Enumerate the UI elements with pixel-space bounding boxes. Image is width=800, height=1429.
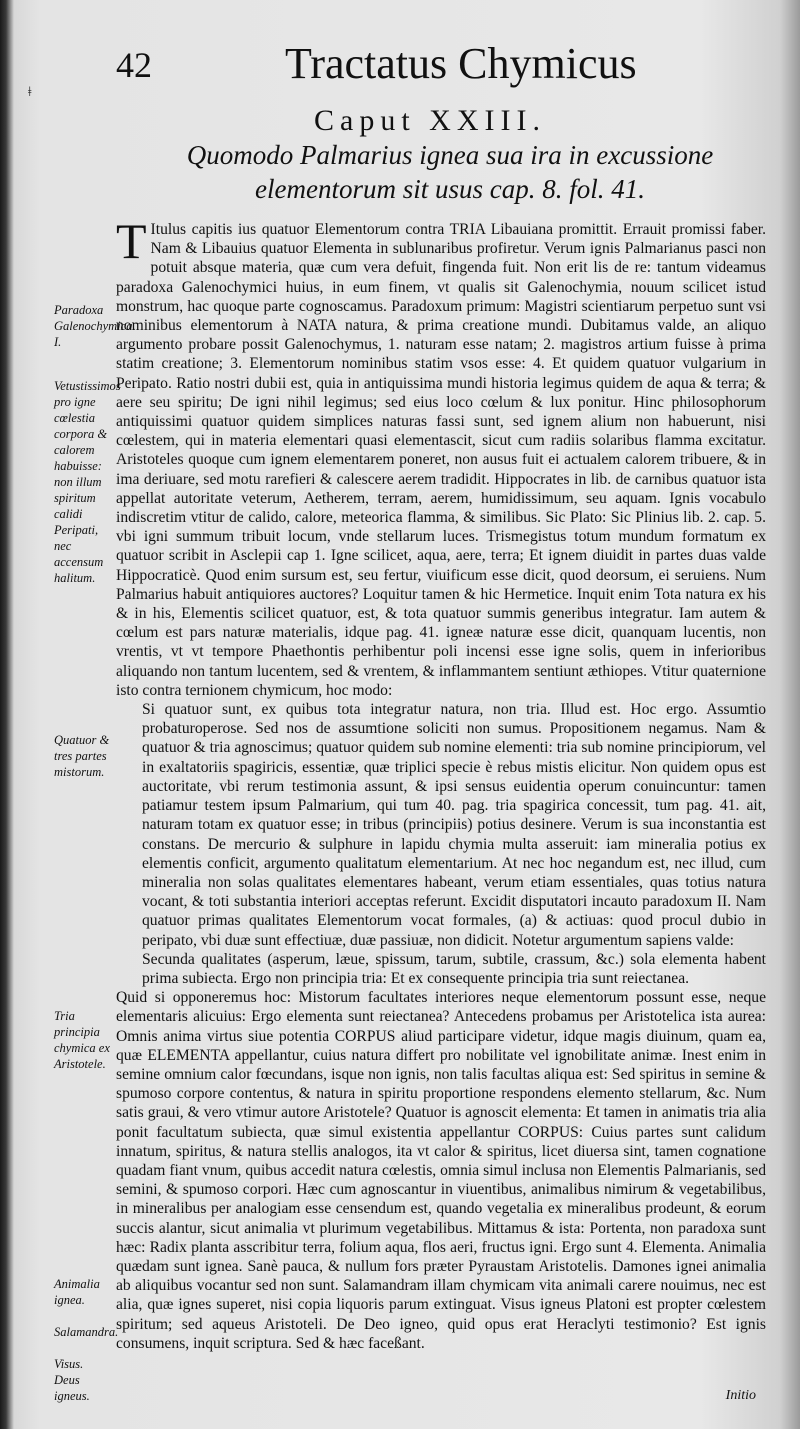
margin-note-deus: Deus igneus. [54,1373,90,1403]
paragraph-1 [116,213,766,700]
page-number: 42 [116,45,152,85]
paragraph-1-text: Itulus capitis ius quatuor Elementorum contra TRIA Libauiana promittit. Errauit promissi faber. Nam & Libauius quatuor Elementa in sublunaribus profiretur. Verum ignis Palmarianus pasci non potuit absque materia, quæ cum vera defuit, fingenda fuit. Non erit lis de re: tantum videamus paradoxa Galenochymici huius, in eum finem, vt qualis sit Galenochymia, nouum scilicet istud monstrum, hac quoque parte cognoscamus. Paradoxum primum: Magistri scientiarum perpetuo sunt vsi nominibus elementorum à NATA natura, & prima creatione mundi. Dubitamus valde, an aliquo argumento probare possit Galenochymus, 1. naturam esse natam; 2. magistros artium fuisse à prima statim creatione; 3. Elementorum nominibus statim vsos esse: 4. Et quidem quatuor vulgarium in Peripato. Ratio nostri dubii est, quia in antiquissima mundi historia legimus quidem de aqua & terra; & aere seu spiritu; De igni nihil legimus; sed eius loco cœlum & lux ponitur. Hinc philosophorum antiquissimi quatuor quidem simplices naturas fassi sunt, sed ignem alium non habuerunt, nisi cœlestem, qui in materia elementari quasi elementascit, sicut cum radiis solaribus flamma excitatur. Aristoteles quoque cum ignem elementarem poneret, non ausus fuit ei actualem calorem tribuere, & in ima deriuare, sed motu rarefieri & calescere aerem tradidit. Hippocrates in lib. de carnibus quatuor ista appellat autoritate veterum, Aetherem, terram, aerem, humidissimum, seu aquam. Ignis vocabulo indiscretim vtitur de calido, calore, meteorica flamma, & similibus. Sic Plato: Sic Plinius lib. 2. cap. 5. vbi igni summum tribuit locum, vnde stellarum luces. Trismegistus totum mundum formatum ex quatuor scribit in Asclepii cap 1. Igne scilicet, aqua, aere, terra; Et ignem diuidit in partes duas valde Hippocraticè. Quod enim sursum est, seu fertur, viuificum esse dicit, quod deorsum, ei seruiens. Num Palmarius habuit antiquiores auctores? Loquitur tamen & hic Hermetice. Inquit enim Tota natura ex his & in his, Elementis scilicet quatuor, est, & tota quatuor summis generibus integratur. Iam autem & cœlum est pars naturæ materialis, idque pag. 41. igneæ naturæ esse dicit, quanquam lucentis, non vrentis, vt vt tempore Phaethontis perhibentur poli incensi esse igne solis, quem in inferioribus aliquando non tantum lucentem, sed & vrentem, & inflammantem sentiunt æthiopes. Vtitur quaternione isto contra ternionem chymicum, hoc modo: [116,221,766,699]
margin-note-visus: Visus. [54,1357,84,1371]
margin-note-paradoxa: Paradoxa Galenochymica. I. [54,303,136,349]
paragraph-4: Quid si opponeremus hoc: Mistorum facultates interiores neque elementorum possunt esse, neque elementaris alicuius: Ergo elementa sunt reiectanea? Antecedens probamus per Aristotelica ista aurea: Omnis anima virtus siue potentia CORPUS aliud participare videtur, idque magis diuinum, quam ea, quæ ELEMENTA appellantur, cuius natura differt pro nobilitate vel ignobilitate animæ. Inest enim in semine omnium calor fœcundans, isque non ignis, non talis facultas aliqua est: Sed spiritus in semine & spumoso corpore contentus, & natura in spiritu proportione respondens elemento stellarum, &c. Num satis graui, & vero vtimur autore Aristotele? Quatuor is agnoscit elementa: Et tamen in animatis tria alia ponit facultatum subiecta, quæ simul existentia appellantur CORPUS: Cuius partes sunt calidum innatum, spiritus, & natura stellis analogos, ita vt calor & spiritus, licet diuersa sint, tamen cognatione quadam fiant vnum, quibus accedit natura cœlestis, omnia simul inclusa non Elementis Palmarianis, sed semini, & spumoso corpori. Hæc cum agnoscantur in viuentibus, animalibus nimirum & vegetabilibus, in mineralibus per analogiam esse censendum est, quando vegetalia ex mineralibus prodeunt, & eorum succis alantur, sicut animalia vt plurimum vegetabilibus. Mittamus & ista: Portenta, non paradoxa sunt hæc: Radix planta asscribitur terra, folium aqua, flos aeri, fructus igni. Ergo sunt 4. Elementa. Animalia quædam sunt ignea. Sanè pauca, & nullum fors præter Pyraustam Aristotelis. Damones ignei animalia ab aliquibus vocantur sed non sunt. Salamandram illam chymicam vita animali carere nouimus, nec est alia, quæ ignes superet, nisi copia liquoris parum extinguat. Visus igneus Platoni est propter cœlestem spiritum; sed aqueus Aristoteli. De Deo igneo, quid opus erat Heraclyti testimonio? Est ignis consumens, inquit scriptura. Sed & hæc faceßant. [116,989,766,1352]
margin-note-vetustissimos: Vetustissimos pro igne cœlestia corpora & calorem habuisse: non illum spiritum calidi Peripati, nec accensum halitum. [54,379,121,585]
paragraph-3: Secunda qualitates (asperum, læue, spissum, tarum, subtile, crassum, &c.) sola elementa habent prima subiecta. Ergo non principia tria: Et ex consequente principia tria sunt reiectanea. [142,950,766,987]
margin-note-quatuor: Quatuor & tres partes mistorum. [54,733,110,779]
catchword: Initio [725,1388,756,1403]
paragraph-2: Si quatuor sunt, ex quibus tota integratur natura, non tria. Illud est. Hoc ergo. Assumtio probaturoperose. Sed nos de assumtione soliciti non sumus. Propositionem negamus. Nam & quatuor & tria agnoscimus; quatuor quidem sub nomine elementi: tria sub nomine principiorum, vel in exaltatoriis spagiricis, essentiæ, quæ triplici specie è rebus mistis elicitur. Non quidem opus est auctoritate, vbi rerum testimonia assunt, & ipsi sensus euidentia operum conuincuntur: tamen patiamur testem ipsum Palmarium, qui tum 40. pag. tria spagirica concessit, tum pag. 41. ait, naturam totam ex quatuor esse; in tribus (principiis) potius desinere. Verum is sua inconstantia est constans. De mercurio & sulphure in lapidu chymia multa asseruit: iam mineralia potius ex elementis conficit, argumento qualitatum elementarium. At nec hoc negandum est, nec illud, cum mineralia non solas qualitates elementares habeant, verum etiam essentiales, quas totius natura vocant, & toti substantia interiori acceptas referunt. Excidit disputatori incauto paradoxum II. Nam quatuor primas qualitates Elementorum vocat formales, (a) & actiuas: quod procul dubio in peripato, vbi duæ sunt effectiuæ, duæ passiuæ, non didicit. Notetur argumentum sapiens valde: [142,701,766,949]
running-title: Tractatus Chymicus [285,39,637,88]
chapter-heading: Caput XXIII. [314,104,546,137]
margin-note-salamandra: Salamandra. [54,1325,119,1339]
running-head [0,38,800,88]
drop-cap: T [116,213,147,269]
body-text [116,213,766,1353]
margin-note-tria-principia: Tria principia chymica ex Aristotele. [54,1009,110,1071]
chapter-title: Quomodo Palmarius ignea sua ira in excussione elementorum sit usus cap. 8. fol. 41. [186,140,714,204]
gutter-mark: ǂ [28,85,32,100]
margin-note-animalia: Animalia ignea. [54,1277,100,1307]
